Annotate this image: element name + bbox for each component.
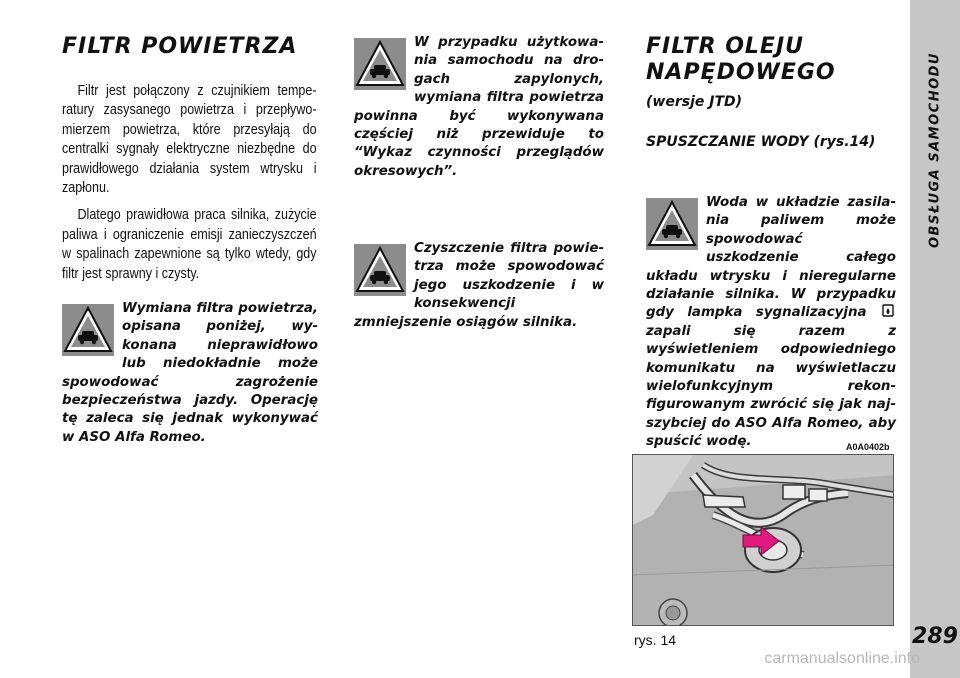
warning-text: Czyszczenie filtra powietrza może spowodować jego uszkodzenie i w konsekwencji zmniejszenie osiągów silnika. — [354, 241, 604, 330]
warning-car-icon — [646, 198, 698, 250]
heading-line: NAPĘDOWEGO — [646, 60, 836, 85]
subsection-title-text: SPUSZCZANIE WODY — [646, 134, 809, 150]
figure-code: A0A0402b — [846, 442, 890, 452]
subsection-title — [646, 134, 875, 150]
section-heading-air-filter: FILTR POWIETRZA — [62, 34, 298, 59]
warning-dusty-roads — [354, 34, 604, 181]
warning-text: zapali się razem z wyświetleniem odpowiedniego komunikatu na wyświetlaczu wielofunkcyjnym rekonfigurowanym zwrócić się jak najszybciej do ASO Alfa Romeo, aby spuścić wodę. — [646, 323, 896, 450]
version-subtitle: (wersje JTD) — [646, 94, 743, 110]
fuel-filter-illustration — [633, 455, 894, 626]
section-heading-fuel-filter — [646, 34, 836, 86]
warning-air-filter-replacement — [62, 300, 318, 447]
paragraph: Filtr jest połączony z czujnikiem temperatury zasysanego powietrza i przepływomierzem powietrza, które przesyłają do centralki sygnały elektryczne niezbędne do prawidłowego działania system wtrysku i zapłonu. — [62, 83, 317, 197]
air-filter-body — [62, 82, 317, 292]
figure-reference: (rys.14) — [813, 134, 876, 150]
warning-filter-cleaning — [354, 240, 604, 332]
warning-car-icon — [62, 304, 114, 356]
warning-text: Wymiana filtra powietrza, opisana poniżej, wykonana nieprawidłowo lub niedokładnie może spowodować zagrożenie bezpieczeństwa jazdy. Operację tę zaleca się jednak wykonywać w ASO Alfa Romeo. — [62, 301, 318, 445]
warning-text: Woda w układzie zasilania paliwem może spowodować uszkodzenie całego układu wtrysku i nieregularne działanie silnika. W przypadku gdy lampka sygnalizacyjna — [646, 195, 896, 321]
warning-water-in-fuel — [646, 194, 896, 452]
watermark: carmanualsonline.info — [764, 650, 920, 667]
heading-line: FILTR OLEJU — [646, 34, 804, 59]
page-number: 289 — [912, 624, 958, 649]
figure-caption: rys. 14 — [634, 632, 677, 648]
engine-figure — [632, 454, 894, 626]
warning-car-icon — [354, 38, 406, 90]
paragraph: Dlatego prawidłowa praca silnika, zużycie paliwa i ograniczenie emisji zanieczyszczeń w spalinach zapewnione są tylko wtedy, gdy filtr jest sprawny i czysty. — [62, 207, 317, 282]
water-in-fuel-icon — [882, 304, 894, 317]
warning-text: W przypadku użytkowania samochodu na drogach zapylonych, wymiana filtra powietrza powinna być wykonywana częściej niż przewiduje to “Wykaz czynności przeglądów okresowych”. — [354, 35, 604, 179]
warning-car-icon — [354, 244, 406, 296]
chapter-label: OBSŁUGA SAMOCHODU — [927, 52, 943, 248]
